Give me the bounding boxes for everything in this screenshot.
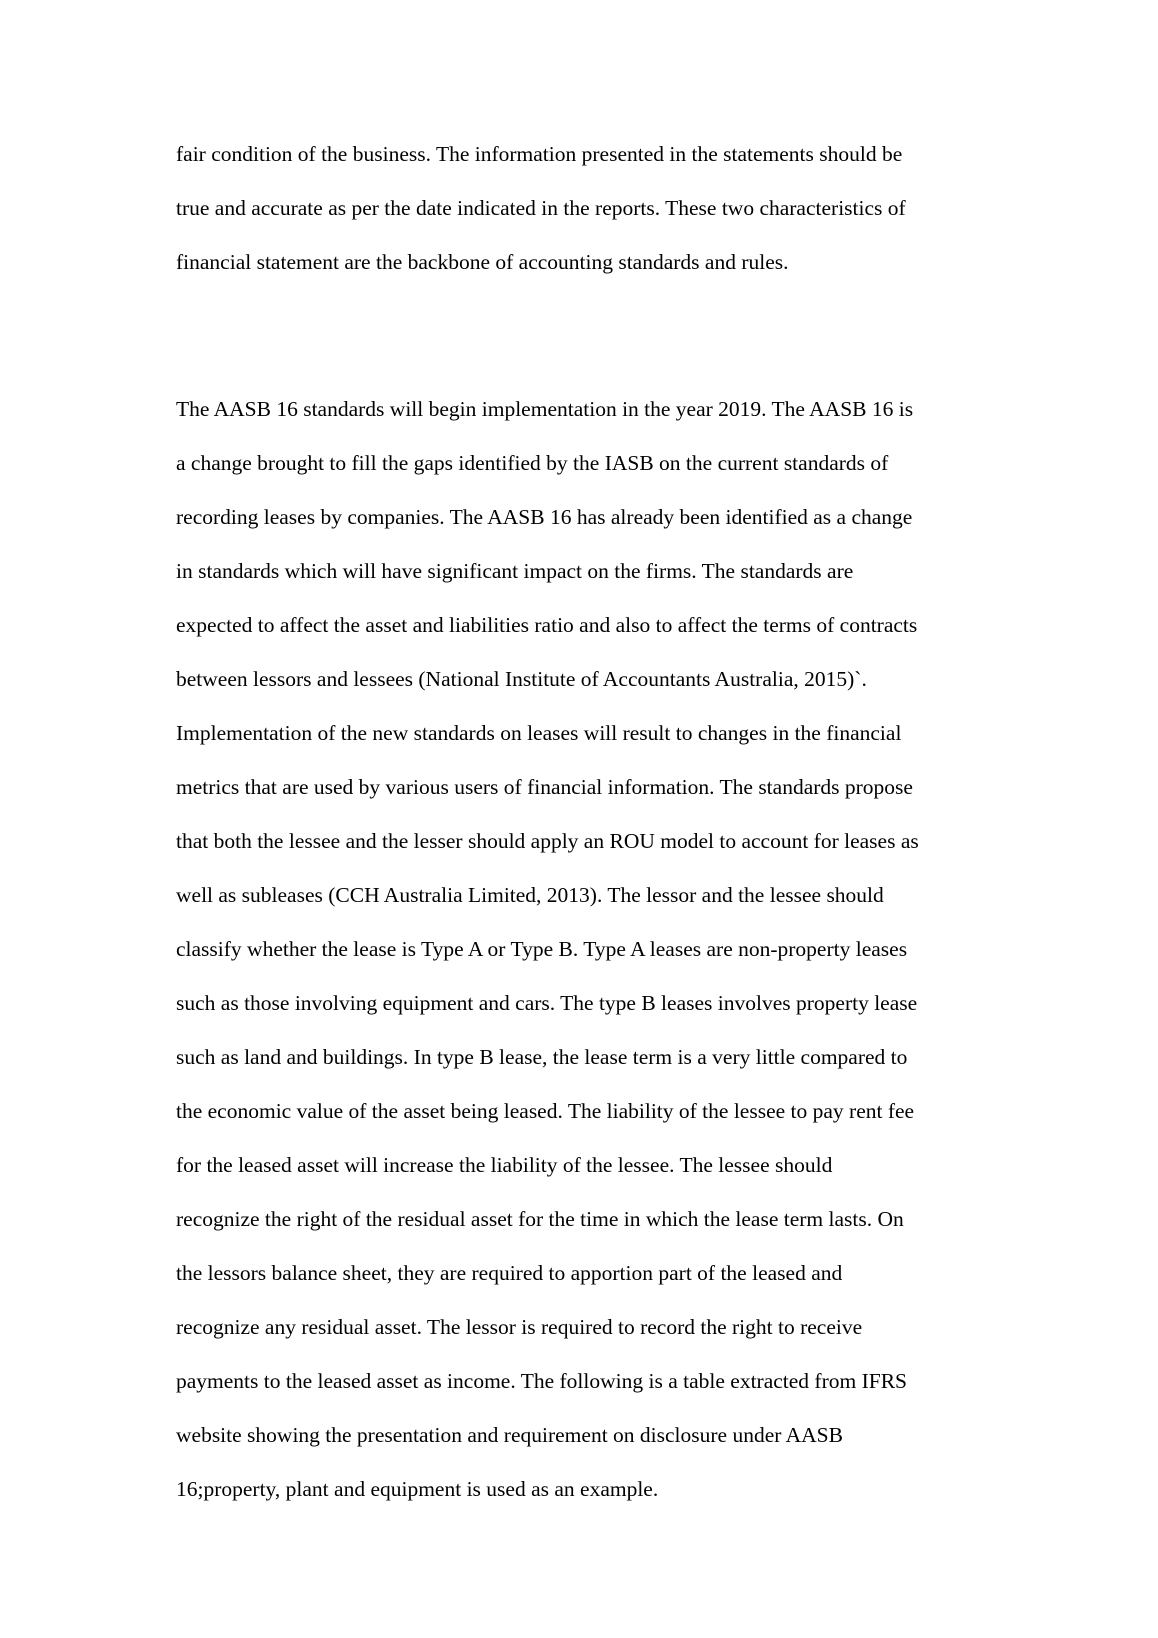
text-line: Implementation of the new standards on leases will result to changes in the financial [176, 721, 902, 745]
text-line: recognize any residual asset. The lessor is required to record the right to receive [176, 1315, 863, 1339]
text-line: between lessors and lessees (National Institute of Accountants Australia, 2015)`. [176, 667, 867, 691]
text-line: well as subleases (CCH Australia Limited, 2013). The lessor and the lessee should [176, 883, 884, 907]
text-line: website showing the presentation and requirement on disclosure under AASB [176, 1423, 843, 1447]
text-line: payments to the leased asset as income. The following is a table extracted from IFRS [176, 1369, 908, 1393]
text-line: classify whether the lease is Type A or Type B. Type A leases are non-property leases [176, 937, 908, 961]
text-line: The AASB 16 standards will begin implementation in the year 2019. The AASB 16 is [176, 397, 914, 421]
text-line: true and accurate as per the date indicated in the reports. These two characteristics of [176, 196, 906, 220]
paragraph-aasb16 [176, 382, 1006, 1516]
text-line: recognize the right of the residual asset for the time in which the lease term lasts. On [176, 1207, 904, 1231]
text-line: fair condition of the business. The information presented in the statements should be [176, 142, 903, 166]
text-line: a change brought to fill the gaps identified by the IASB on the current standards of [176, 451, 889, 475]
text-line: metrics that are used by various users of financial information. The standards propose [176, 775, 913, 799]
text-line: for the leased asset will increase the liability of the lessee. The lessee should [176, 1153, 833, 1177]
text-line: expected to affect the asset and liabilities ratio and also to affect the terms of contracts [176, 613, 918, 637]
text-line: the lessors balance sheet, they are required to apportion part of the leased and [176, 1261, 843, 1285]
paragraph-intro-continuation [176, 127, 1006, 289]
text-line: that both the lessee and the lesser should apply an ROU model to account for leases as [176, 829, 919, 853]
text-line: such as land and buildings. In type B lease, the lease term is a very little compared to [176, 1045, 908, 1069]
text-line: the economic value of the asset being leased. The liability of the lessee to pay rent fee [176, 1099, 915, 1123]
text-line: 16;property, plant and equipment is used as an example. [176, 1477, 659, 1501]
text-line: such as those involving equipment and cars. The type B leases involves property lease [176, 991, 918, 1015]
text-line: financial statement are the backbone of accounting standards and rules. [176, 250, 789, 274]
text-line: in standards which will have significant impact on the firms. The standards are [176, 559, 854, 583]
text-line: recording leases by companies. The AASB 16 has already been identified as a change [176, 505, 913, 529]
